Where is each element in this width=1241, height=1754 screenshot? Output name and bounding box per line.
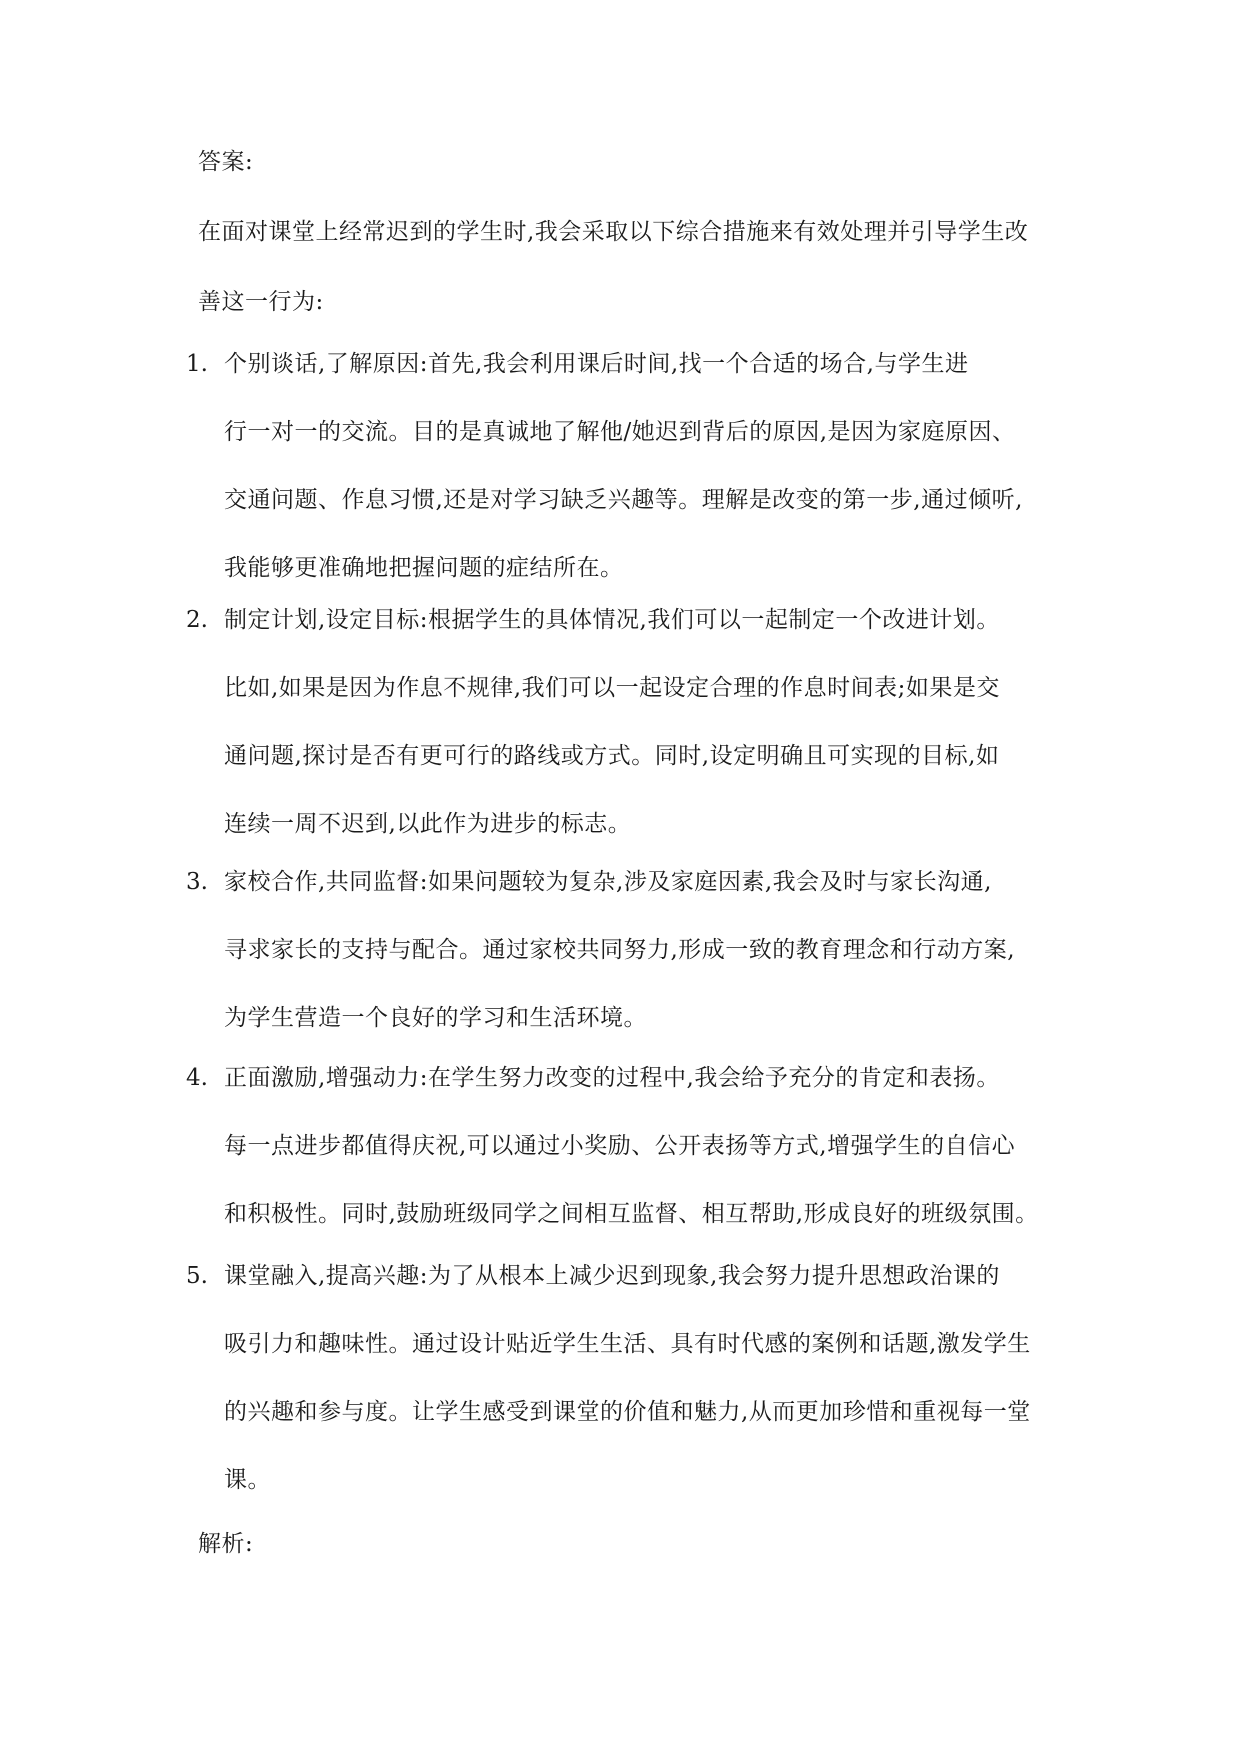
list-item-line: 课堂融入,提高兴趣:为了从根本上减少迟到现象,我会努力提升思想政治课的 [224, 1263, 1000, 1289]
list-item-line: 个别谈话,了解原因:首先,我会利用课后时间,找一个合适的场合,与学生进 [224, 351, 969, 377]
list-item-number: 5. [186, 1263, 208, 1289]
list-item-line: 和积极性。同时,鼓励班级同学之间相互监督、相互帮助,形成良好的班级氛围。 [224, 1201, 1039, 1227]
list-item-line: 连续一周不迟到,以此作为进步的标志。 [224, 811, 632, 837]
list-item-line: 课。 [224, 1467, 271, 1493]
list-item-line: 为学生营造一个良好的学习和生活环境。 [224, 1005, 647, 1031]
list-item-line: 寻求家长的支持与配合。通过家校共同努力,形成一致的教育理念和行动方案, [224, 937, 1016, 963]
list-item-line: 我能够更准确地把握问题的症结所在。 [224, 555, 624, 581]
list-item-number: 2. [186, 607, 208, 633]
list-item-line: 行一对一的交流。目的是真诚地了解他/她迟到背后的原因,是因为家庭原因、 [224, 419, 1016, 445]
list-item-number: 1. [186, 351, 208, 377]
list-item-line: 制定计划,设定目标:根据学生的具体情况,我们可以一起制定一个改进计划。 [224, 607, 1000, 633]
list-item-number: 4. [186, 1065, 208, 1091]
list-item-line: 家校合作,共同监督:如果问题较为复杂,涉及家庭因素,我会及时与家长沟通, [224, 869, 992, 895]
list-item-line: 正面激励,增强动力:在学生努力改变的过程中,我会给予充分的肯定和表扬。 [224, 1065, 1000, 1091]
list-item-line: 通问题,探讨是否有更可行的路线或方式。同时,设定明确且可实现的目标,如 [224, 743, 1000, 769]
list-item-number: 3. [186, 869, 208, 895]
intro-line: 善这一行为: [198, 289, 324, 315]
answer-label: 答案: [198, 149, 254, 175]
list-item-line: 交通问题、作息习惯,还是对学习缺乏兴趣等。理解是改变的第一步,通过倾听, [224, 487, 1023, 513]
intro-line: 在面对课堂上经常迟到的学生时,我会采取以下综合措施来有效处理并引导学生改 [198, 219, 1029, 245]
list-item-line: 的兴趣和参与度。让学生感受到课堂的价值和魅力,从而更加珍惜和重视每一堂 [224, 1399, 1031, 1425]
list-item-line: 吸引力和趣味性。通过设计贴近学生生活、具有时代感的案例和话题,激发学生 [224, 1331, 1031, 1357]
list-item-line: 每一点进步都值得庆祝,可以通过小奖励、公开表扬等方式,增强学生的自信心 [224, 1133, 1016, 1159]
analysis-label: 解析: [198, 1531, 254, 1557]
list-item-line: 比如,如果是因为作息不规律,我们可以一起设定合理的作息时间表;如果是交 [224, 675, 1000, 701]
